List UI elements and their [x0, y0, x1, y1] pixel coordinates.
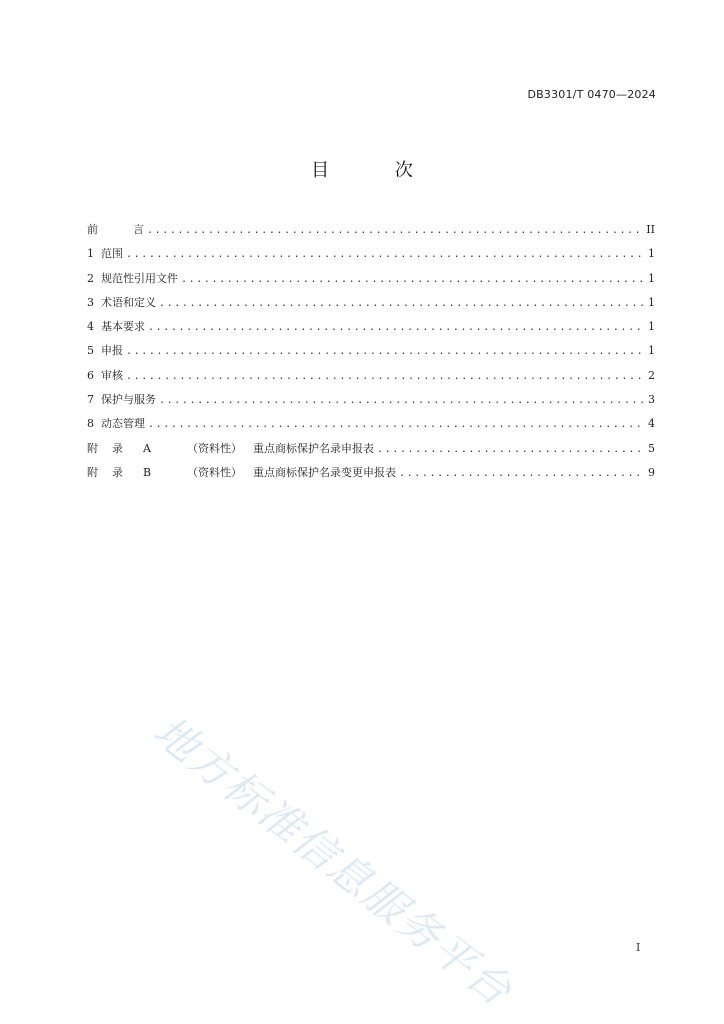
appendix-label: [87, 437, 374, 461]
appendix-title: 重点商标保护名录变更申报表: [253, 465, 396, 479]
toc-entry-scope[interactable]: [87, 242, 655, 266]
dot-leader: [148, 316, 644, 340]
toc-entry-page: 9: [648, 465, 655, 479]
dot-leader: [159, 292, 644, 316]
appendix-title: 重点商标保护名录申报表: [253, 441, 374, 455]
page-title: 目 次: [311, 160, 443, 181]
toc-entry-page: 1: [648, 247, 655, 261]
toc-entry-label: 2 规范性引用文件: [87, 271, 178, 285]
appendix-keyword: 附录: [87, 441, 137, 455]
toc-entry-label: 前 言: [87, 223, 144, 236]
appendix-type: （资料性）: [187, 465, 242, 479]
appendix-letter: B: [143, 465, 152, 479]
toc-entry-foreword[interactable]: [87, 218, 655, 242]
appendix-type: （资料性）: [187, 441, 242, 455]
dot-leader: [399, 462, 644, 486]
toc-entry-page: 2: [648, 368, 655, 382]
dot-leader: [181, 268, 644, 292]
toc-entry-label: 1 范围: [87, 247, 123, 261]
toc-entry-label: 6 审核: [87, 368, 123, 382]
toc-entry-label: 5 申报: [87, 344, 123, 358]
page-number: I: [636, 941, 641, 954]
toc-entry-page: 4: [648, 417, 655, 431]
toc-entry-label: 4 基本要求: [87, 320, 145, 334]
table-of-contents: [87, 218, 655, 485]
toc-entry-review[interactable]: [87, 364, 655, 388]
toc-entry-protection-service[interactable]: [87, 388, 655, 412]
toc-entry-normative-references[interactable]: [87, 267, 655, 291]
toc-entry-page: 1: [648, 271, 655, 285]
appendix-label: [87, 461, 396, 485]
appendix-letter: A: [143, 441, 151, 455]
toc-entry-application[interactable]: [87, 339, 655, 363]
toc-entry-dynamic-management[interactable]: [87, 412, 655, 436]
toc-entry-label: 3 术语和定义: [87, 295, 156, 309]
toc-entry-basic-requirements[interactable]: [87, 315, 655, 339]
appendix-keyword: 附录: [87, 465, 137, 479]
toc-entry-appendix-a[interactable]: [87, 437, 655, 461]
toc-entry-page: 1: [648, 344, 655, 358]
dot-leader: [159, 389, 644, 413]
dot-leader: [126, 340, 644, 364]
toc-entry-page: 1: [648, 320, 655, 334]
toc-entry-appendix-b[interactable]: [87, 461, 655, 485]
toc-entry-page: II: [646, 223, 655, 236]
dot-leader: [377, 438, 644, 462]
document-id: DB3301/T 0470—2024: [527, 88, 656, 101]
dot-leader: [126, 243, 644, 267]
watermark: 地方标准信息服务平台: [144, 706, 522, 1016]
dot-leader: [147, 219, 643, 243]
toc-entry-page: 5: [648, 441, 655, 455]
dot-leader: [148, 413, 644, 437]
toc-entry-page: 1: [648, 295, 655, 309]
dot-leader: [126, 365, 644, 389]
toc-entry-terms-definitions[interactable]: [87, 291, 655, 315]
toc-entry-label: 8 动态管理: [87, 417, 145, 431]
toc-entry-page: 3: [648, 393, 655, 407]
toc-entry-label: 7 保护与服务: [87, 393, 156, 407]
